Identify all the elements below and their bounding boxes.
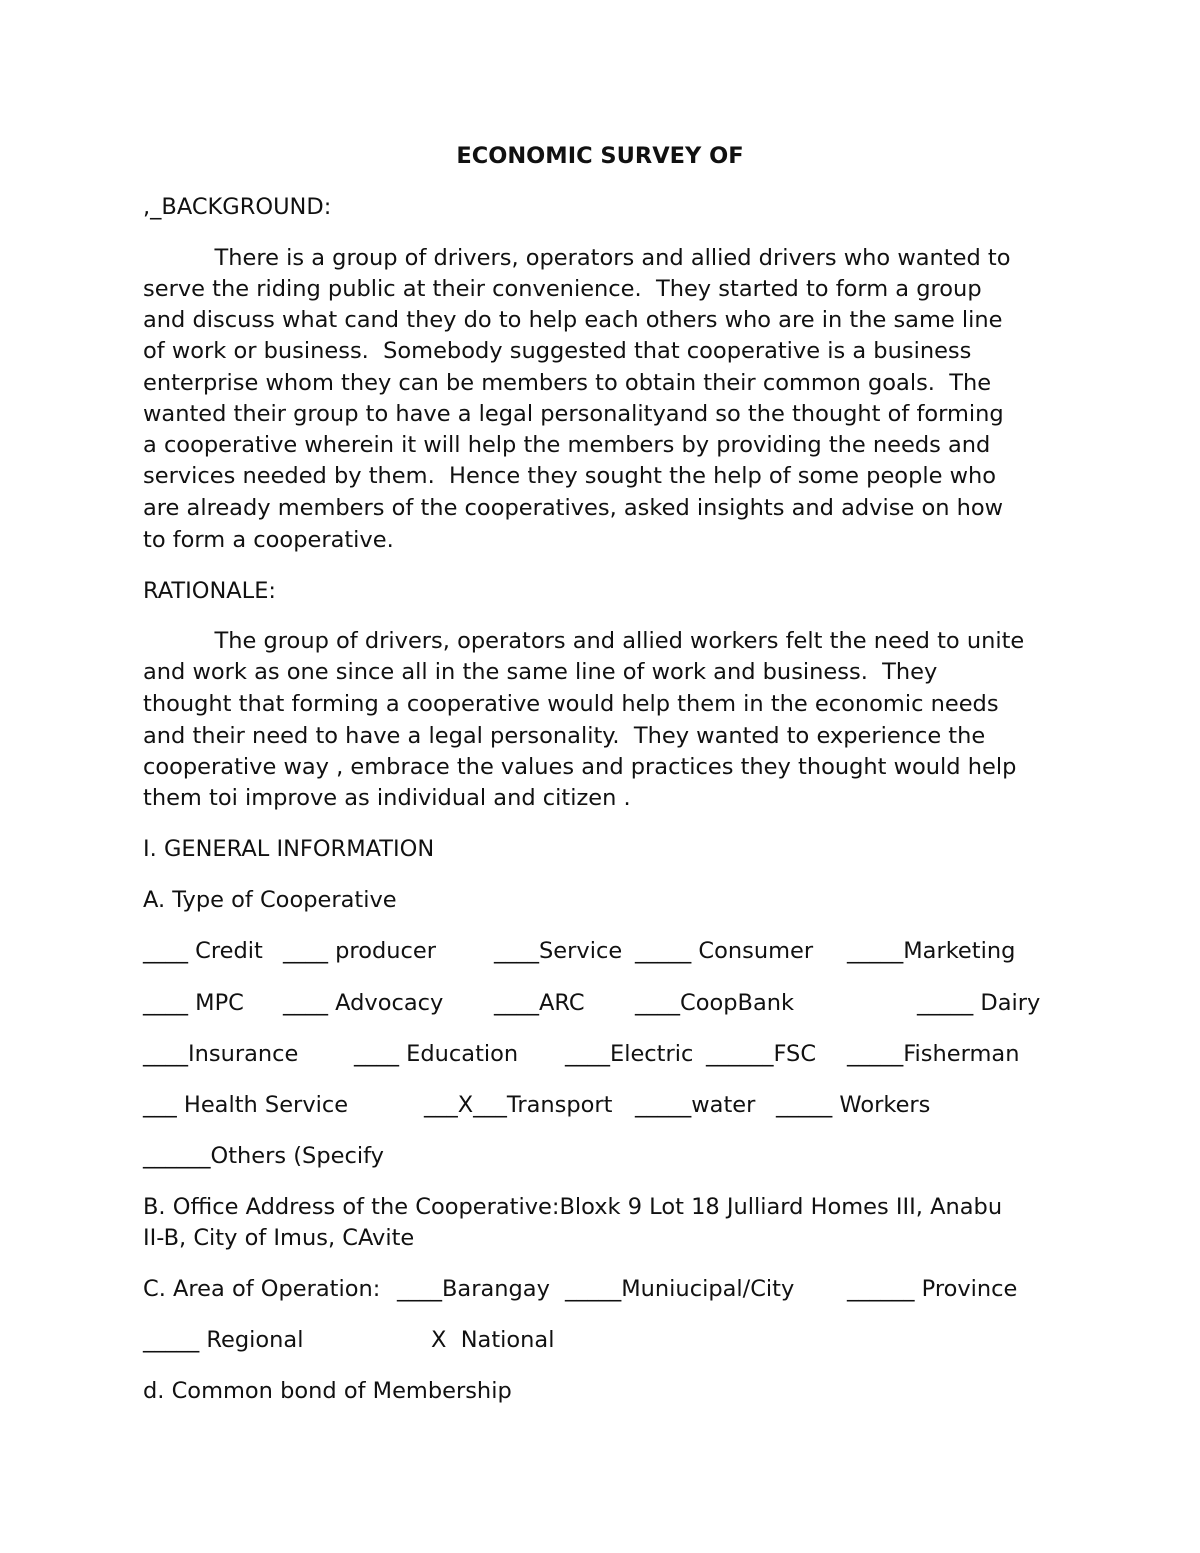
background-line: and discuss what cand they do to help each others who are in the same line — [143, 307, 1003, 333]
coop-type-option: ____CoopBank — [635, 990, 795, 1016]
coop-type-option: ____ Education — [354, 1041, 519, 1067]
coop-type-option: ____ARC — [494, 990, 585, 1016]
rationale-line: The group of drivers, operators and allied workers felt the need to unite — [143, 628, 1025, 654]
background-line: a cooperative wherein it will help the members by providing the needs and — [143, 432, 991, 458]
coop-type-option: _____ Workers — [776, 1092, 931, 1118]
rationale-line: and work as one since all in the same line of work and business. They — [143, 659, 938, 685]
rationale-line: thought that forming a cooperative would help them in the economic needs — [143, 691, 999, 717]
page-title: ECONOMIC SURVEY OF — [456, 143, 744, 169]
coop-type-option: _____ Consumer — [635, 938, 814, 964]
area-of-operation-label: C. Area of Operation: — [143, 1276, 381, 1302]
area-option: ____Barangay — [397, 1276, 550, 1302]
background-line: of work or business. Somebody suggested that cooperative is a business — [143, 338, 972, 364]
coop-type-option: ____ Credit — [143, 938, 263, 964]
rationale-line: and their need to have a legal personality. They wanted to experience the — [143, 723, 986, 749]
coop-type-option: ____ MPC — [143, 990, 244, 1016]
coop-type-option: ______FSC — [706, 1041, 817, 1067]
area-option: ______ Province — [847, 1276, 1018, 1302]
common-bond-label: d. Common bond of Membership — [143, 1378, 512, 1404]
background-line: enterprise whom they can be members to obtain their common goals. The — [143, 370, 992, 396]
area-option: _____ Regional — [143, 1327, 304, 1353]
coop-type-option: _____ Dairy — [917, 990, 1041, 1016]
coop-type-option: ____ producer — [283, 938, 436, 964]
coop-type-option: _____Fisherman — [847, 1041, 1020, 1067]
background-heading: ,_BACKGROUND: — [143, 194, 332, 220]
coop-type-option: ______Others (Specify — [143, 1143, 384, 1169]
coop-type-option: ____ Advocacy — [283, 990, 444, 1016]
background-line: serve the riding public at their convenience. They started to form a group — [143, 276, 982, 302]
background-line: wanted their group to have a legal personalityand so the thought of forming — [143, 401, 1004, 427]
coop-type-option: _____water — [635, 1092, 756, 1118]
office-address-line: II-B, City of Imus, CAvite — [143, 1225, 415, 1251]
coop-type-option: ___X___Transport — [424, 1092, 613, 1118]
office-address-line: B. Office Address of the Cooperative:Bloxk 9 Lot 18 Julliard Homes III, Anabu — [143, 1194, 1003, 1220]
area-option: _____Muniucipal/City — [565, 1276, 795, 1302]
rationale-line: cooperative way , embrace the values and practices they thought would help — [143, 754, 1017, 780]
coop-type-option: _____Marketing — [847, 938, 1016, 964]
general-information-heading: I. GENERAL INFORMATION — [143, 836, 435, 862]
background-line: services needed by them. Hence they sought the help of some people who — [143, 463, 997, 489]
area-option: X National — [431, 1327, 555, 1353]
background-line: to form a cooperative. — [143, 527, 394, 553]
type-of-cooperative-label: A. Type of Cooperative — [143, 887, 397, 913]
background-line: are already members of the cooperatives, asked insights and advise on how — [143, 495, 1004, 521]
coop-type-option: ___ Health Service — [143, 1092, 349, 1118]
rationale-heading: RATIONALE: — [143, 578, 277, 604]
rationale-line: them toi improve as individual and citizen . — [143, 785, 631, 811]
coop-type-option: ____Service — [494, 938, 623, 964]
background-line: There is a group of drivers, operators and allied drivers who wanted to — [143, 245, 1011, 271]
coop-type-option: ____Electric — [565, 1041, 694, 1067]
coop-type-option: ____Insurance — [143, 1041, 299, 1067]
